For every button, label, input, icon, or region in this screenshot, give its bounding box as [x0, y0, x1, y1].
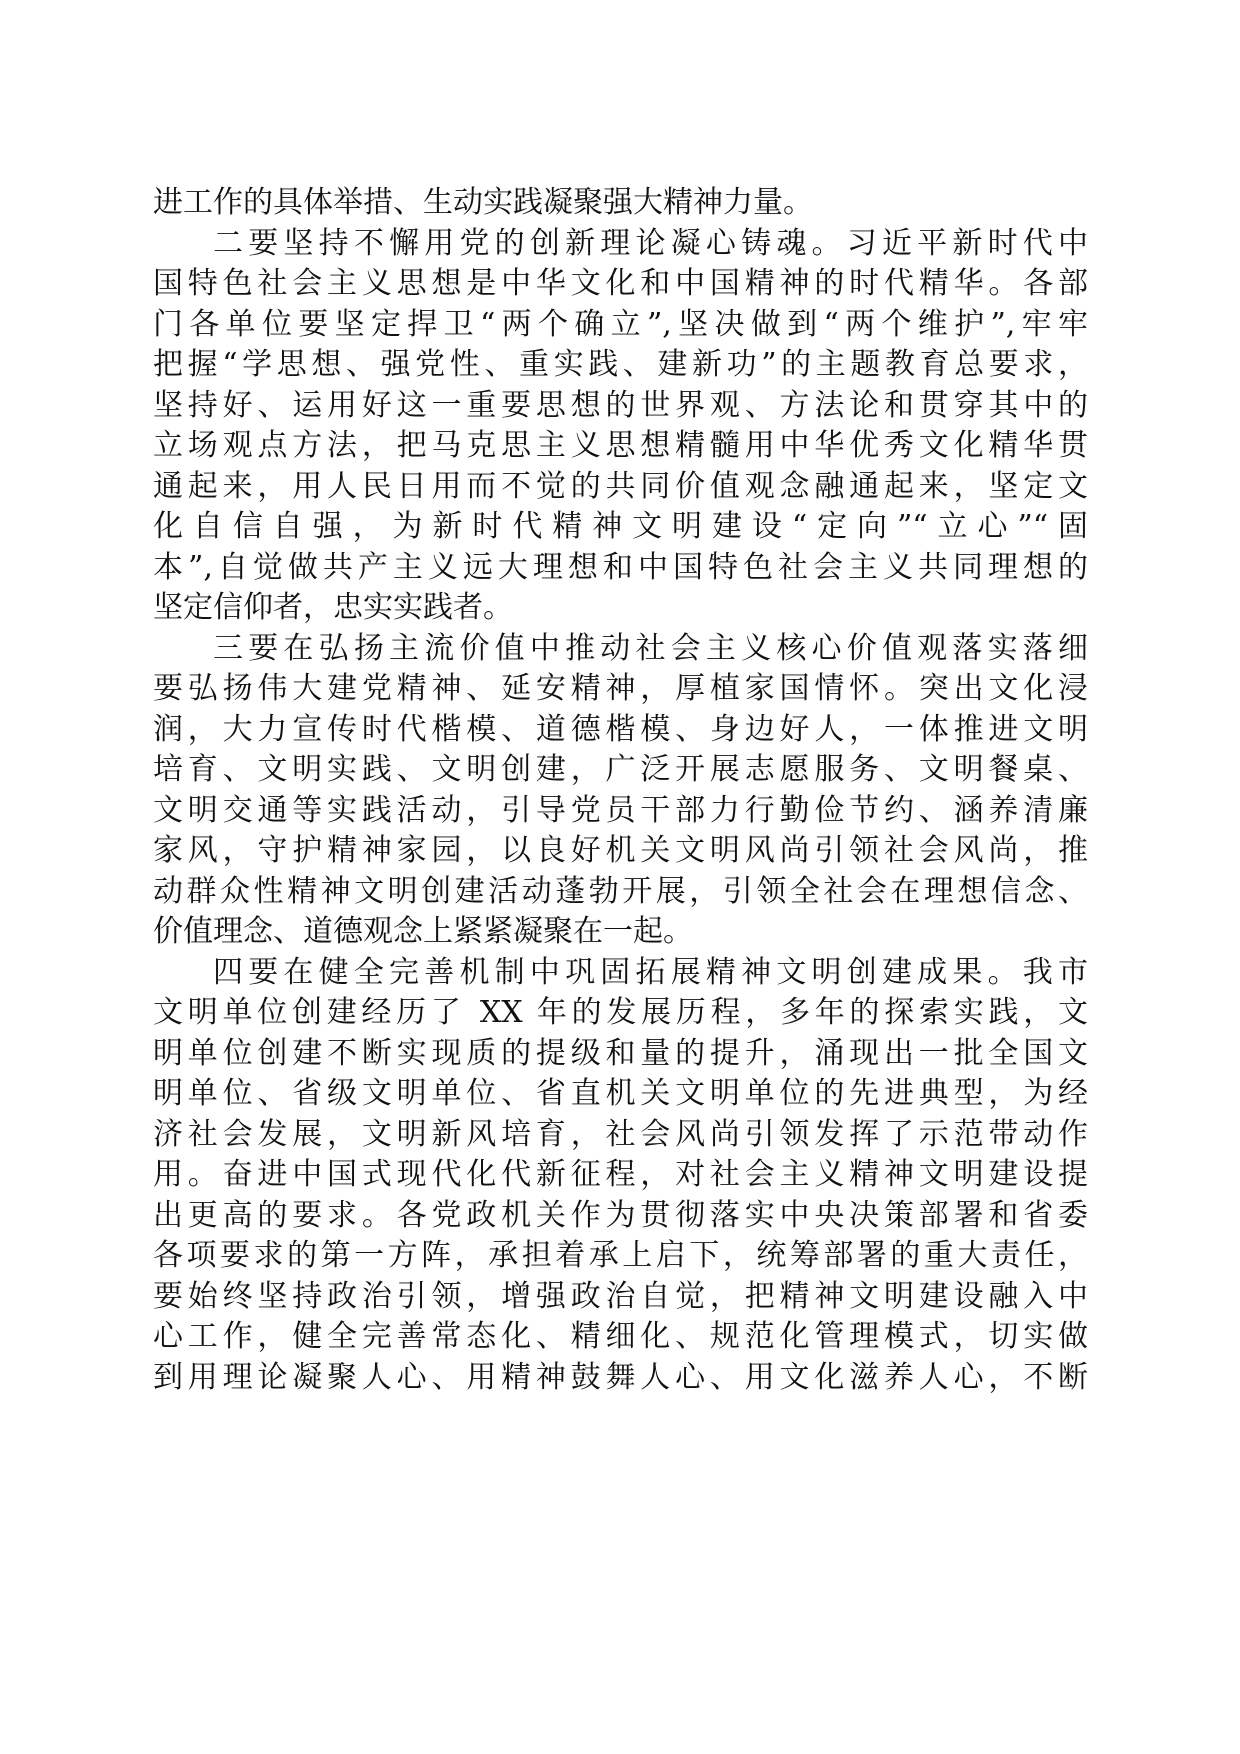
text-line: 通起来，用人民日用而不觉的共同价值观念融通起来，坚定文	[153, 468, 1088, 504]
text-line: 家风，守护精神家园，以良好机关文明风尚引领社会风尚，推	[153, 833, 1088, 868]
paragraph-start-line: 三要在弘扬主流价值中推动社会主义核心价值观落实落细	[213, 630, 1088, 666]
paragraph-start-line: 四要在健全完善机制中巩固拓展精神文明创建成果。我市	[213, 954, 1088, 990]
text-line: 文明交通等实践活动，引导党员干部力行勤俭节约、涵养清廉	[153, 792, 1088, 828]
paragraph-start-line: 二要坚持不懈用党的创新理论凝心铸魂。习近平新时代中	[213, 225, 1088, 261]
text-line: 坚定信仰者，忠实实践者。	[153, 590, 513, 625]
text-line: 本”,自觉做共产主义远大理想和中国特色社会主义共同理想的	[153, 549, 1088, 585]
text-line: 培育、文明实践、文明创建，广泛开展志愿服务、文明餐桌、	[153, 752, 1088, 787]
text-line: 进工作的具体举措、生动实践凝聚强大精神力量。	[153, 185, 813, 220]
text-line: 用。奋进中国式现代化代新征程，对社会主义精神文明建设提	[153, 1157, 1088, 1192]
text-line: 动群众性精神文明创建活动蓬勃开展，引领全社会在理想信念、	[153, 873, 1088, 909]
text-line: 心工作，健全完善常态化、精细化、规范化管理模式，切实做	[153, 1319, 1088, 1354]
text-line: 润，大力宣传时代楷模、道德楷模、身边好人，一体推进文明	[153, 711, 1088, 747]
body-text	[153, 183, 1088, 1398]
text-line: 国特色社会主义思想是中华文化和中国精神的时代精华。各部	[153, 266, 1088, 301]
text-line: 把握“学思想、强党性、重实践、建新功”的主题教育总要求，	[153, 347, 1088, 382]
text-line: 各项要求的第一方阵，承担着承上启下，统筹部署的重大责任，	[153, 1238, 1088, 1273]
text-line: 明单位创建不断实现质的提级和量的提升，涌现出一批全国文	[153, 1035, 1088, 1071]
text-line: 到用理论凝聚人心、用精神鼓舞人心、用文化滋养人心，不断	[153, 1359, 1088, 1395]
text-line: 文明单位创建经历了 XX 年的发展历程，多年的探索实践，文	[153, 995, 1088, 1030]
text-line: 门各单位要坚定捍卫“两个确立”,坚决做到“两个维护”,牢牢	[153, 306, 1088, 342]
text-line: 立场观点方法，把马克思主义思想精髓用中华优秀文化精华贯	[153, 428, 1088, 463]
text-line: 要始终坚持政治引领，增强政治自觉，把精神文明建设融入中	[153, 1278, 1088, 1314]
text-line: 出更高的要求。各党政机关作为贯彻落实中央决策部署和省委	[153, 1197, 1088, 1233]
text-line: 济社会发展，文明新风培育，社会风尚引领发挥了示范带动作	[153, 1116, 1088, 1152]
text-line: 明单位、省级文明单位、省直机关文明单位的先进典型，为经	[153, 1076, 1088, 1111]
text-line: 坚持好、运用好这一重要思想的世界观、方法论和贯穿其中的	[153, 387, 1088, 423]
text-line: 价值理念、道德观念上紧紧凝聚在一起。	[153, 914, 693, 949]
text-line: 要弘扬伟大建党精神、延安精神，厚植家国情怀。突出文化浸	[153, 671, 1088, 706]
text-line: 化自信自强，为新时代精神文明建设“定向”“立心”“固	[153, 509, 1088, 544]
